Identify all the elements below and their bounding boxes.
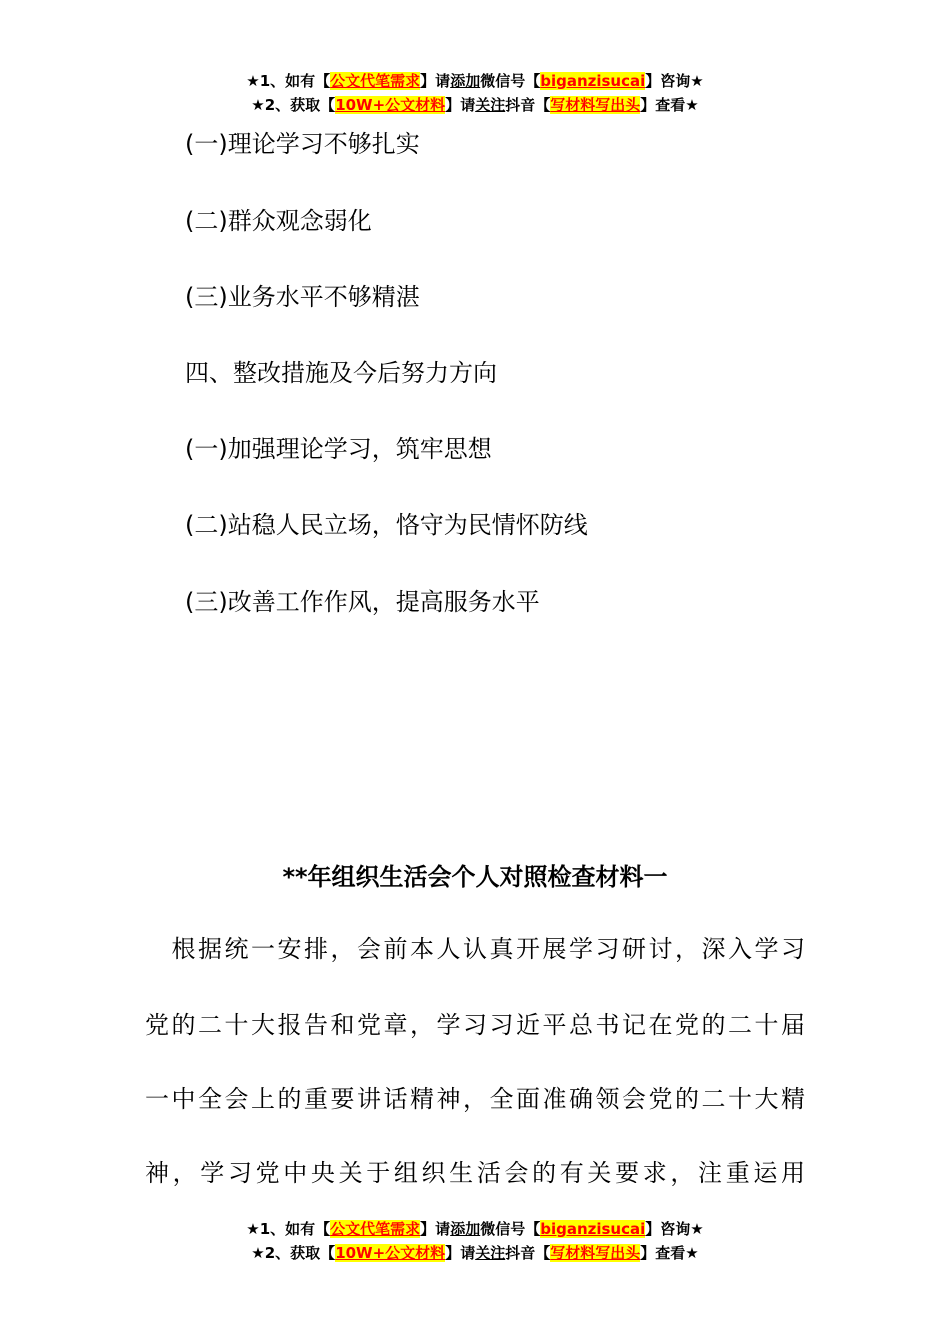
bottom-banner	[0, 1217, 950, 1265]
banner-highlight: 公文代笔需求	[330, 1220, 421, 1238]
banner-line-2	[0, 1241, 950, 1265]
banner-underline: 添加	[450, 72, 481, 90]
banner-text: ★2、获取【	[251, 96, 336, 114]
banner-text: 微信号【	[480, 72, 541, 90]
banner-text: 】请	[420, 1220, 451, 1238]
banner-douyin-name: 写材料写出头	[550, 1244, 641, 1262]
outline-item: (二)站稳人民立场，恪守为民情怀防线	[185, 511, 588, 539]
banner-line-1	[0, 69, 950, 93]
banner-text: ★1、如有【	[246, 1220, 331, 1238]
banner-text: 】请	[420, 72, 451, 90]
paragraph-line: 一中全会上的重要讲话精神，全面准确领会党的二十大精	[145, 1085, 805, 1113]
paragraph-line: 神，学习党中央关于组织生活会的有关要求，注重运用	[145, 1159, 805, 1187]
banner-highlight: 10W+公文材料	[335, 1244, 446, 1262]
outline-item: (一)加强理论学习，筑牢思想	[185, 435, 492, 463]
banner-line-2	[0, 93, 950, 117]
banner-text: 】查看★	[640, 1244, 699, 1262]
banner-line-1	[0, 1217, 950, 1241]
banner-text: ★1、如有【	[246, 72, 331, 90]
document-title: **年组织生活会个人对照检查材料一	[282, 863, 668, 891]
paragraph-line: 根据统一安排，会前本人认真开展学习研讨，深入学习	[145, 935, 805, 963]
banner-wechat-id: biganzisucai	[540, 72, 646, 90]
section-heading: 四、整改措施及今后努力方向	[185, 359, 497, 387]
banner-text: 微信号【	[480, 1220, 541, 1238]
banner-text: 抖音【	[505, 1244, 551, 1262]
banner-text: ★2、获取【	[251, 1244, 336, 1262]
banner-wechat-id: biganzisucai	[540, 1220, 646, 1238]
banner-underline: 添加	[450, 1220, 481, 1238]
banner-text: 】请	[445, 1244, 476, 1262]
outline-item: (一)理论学习不够扎实	[185, 130, 420, 158]
banner-text: 】咨询★	[645, 72, 704, 90]
banner-highlight: 10W+公文材料	[335, 96, 446, 114]
outline-item: (三)改善工作作风，提高服务水平	[185, 588, 540, 616]
banner-underline: 关注	[475, 96, 506, 114]
banner-text: 】查看★	[640, 96, 699, 114]
outline-item: (二)群众观念弱化	[185, 207, 372, 235]
banner-douyin-name: 写材料写出头	[550, 96, 641, 114]
banner-text: 】请	[445, 96, 476, 114]
outline-item: (三)业务水平不够精湛	[185, 283, 420, 311]
banner-text: 】咨询★	[645, 1220, 704, 1238]
banner-text: 抖音【	[505, 96, 551, 114]
banner-highlight: 公文代笔需求	[330, 72, 421, 90]
top-banner	[0, 69, 950, 117]
paragraph-line: 党的二十大报告和党章，学习习近平总书记在党的二十届	[145, 1011, 805, 1039]
banner-underline: 关注	[475, 1244, 506, 1262]
